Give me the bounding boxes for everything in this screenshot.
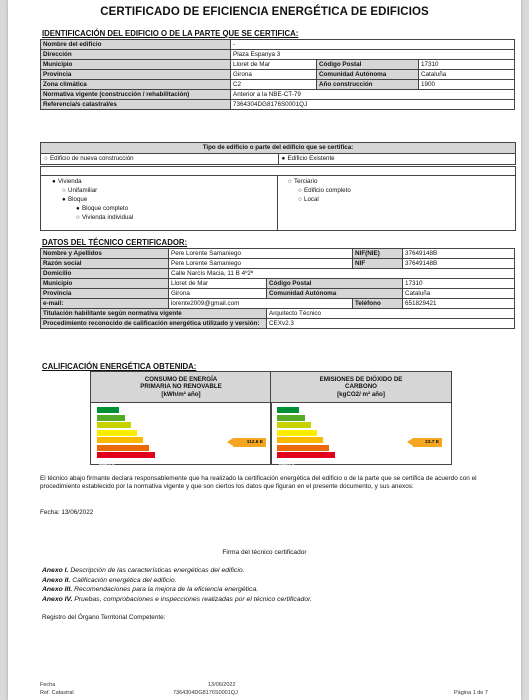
firma-label: Firma del técnico certificador <box>222 549 307 556</box>
option-terciario-label: Terciario <box>294 178 318 185</box>
tech-ca-label: Comunidad Autónoma <box>267 289 403 299</box>
tech-nif-value: 37649148B <box>403 249 515 259</box>
tech-provincia-label: Provincia <box>41 289 169 299</box>
bullet-filled-icon: ● <box>281 155 286 162</box>
annex-text: Recomendaciones para la mejora de la eficiencia energética. <box>72 586 259 593</box>
annex-item <box>42 566 312 576</box>
normativa-label: Normativa vigente (construcción / rehabilitación) <box>41 90 231 100</box>
direccion-value: Plaza Espanya 3 <box>231 50 515 60</box>
emissions-head-2: CARBONO <box>345 383 377 391</box>
tech-titulacion-label: Titulación habilitante según normativa vigente <box>41 309 267 319</box>
option-local-label: Local <box>304 196 319 203</box>
bullet-filled-icon: ● <box>76 205 80 212</box>
option-local <box>298 196 319 203</box>
tech-cp-value: 17310 <box>403 279 515 289</box>
rating-consumption-panel <box>90 371 272 465</box>
tech-email-value: lorente2009@gmail.com <box>169 299 353 309</box>
annex-label: Anexo IV. <box>42 595 73 603</box>
rating-emissions-panel <box>270 371 452 465</box>
annex-label: Anexo II. <box>42 576 71 584</box>
consumption-head-3: [kWh/m² año] <box>161 390 201 398</box>
registro-text: Registro del Órgano Territorial Competente: <box>42 614 166 621</box>
annex-text: Descripción de las características energéticas del edificio. <box>68 567 245 574</box>
nombre-value: - <box>231 40 515 50</box>
certificate-page <box>8 0 521 700</box>
option-existente <box>278 154 516 164</box>
tech-municipio-value: Lloret de Mar <box>169 279 267 289</box>
option-bloque-completo-label: Bloque completo <box>82 205 129 212</box>
option-nueva-label: Edificio de nueva construcción <box>50 155 134 162</box>
radio-empty-icon: ○ <box>76 214 80 221</box>
annex-item <box>42 576 312 586</box>
scale-bar-3 <box>97 430 137 436</box>
footer-fecha-value: 13/06/2022 <box>208 682 236 688</box>
bullet-filled-icon: ● <box>52 178 56 185</box>
option-existente-label: Edificio Existente <box>287 155 335 162</box>
zona-label: Zona climática <box>41 80 231 90</box>
page-title: CERTIFICADO DE EFICIENCIA ENERGÉTICA DE EDIFICIOS <box>100 6 429 18</box>
scale-bar-2 <box>277 422 311 428</box>
tech-provincia-value: Girona <box>169 289 267 299</box>
emissions-head-3: [kgCO2/ m² año] <box>337 390 385 398</box>
tech-nombre-value: Pere Lorente Samaniego <box>169 249 353 259</box>
option-bloque-label: Bloque <box>68 196 88 203</box>
consumption-value-arrow: 112.6 E <box>233 438 266 447</box>
tech-domicilio-value: Calle Narcís Macia, 11 B 4º2ª <box>169 269 515 279</box>
radio-empty-icon: ○ <box>298 187 302 194</box>
tech-municipio-label: Municipio <box>41 279 169 289</box>
tech-cp-label: Código Postal <box>267 279 403 289</box>
option-edificio-completo <box>298 187 351 194</box>
building-type-heading: Tipo de edificio o parte del edificio que se certifica: <box>41 143 515 154</box>
option-unifamiliar <box>62 187 97 194</box>
footer-page-number: Página 1 de 7 <box>454 690 488 696</box>
scale-bar-4 <box>97 437 143 443</box>
option-terciario <box>288 178 317 185</box>
direccion-label: Dirección <box>41 50 231 60</box>
tech-nif2-label: NIF <box>353 259 403 269</box>
rating-heading: CALIFICACIÓN ENERGÉTICA OBTENIDA: <box>42 362 197 371</box>
scale-bar-6 <box>277 452 335 466</box>
bullet-filled-icon: ● <box>62 196 66 203</box>
fecha-text: Fecha: 13/06/2022 <box>40 509 94 516</box>
normativa-value: Anterior a la NBE-CT-79 <box>231 90 515 100</box>
tech-razon-value: Pere Lorente Samaniego <box>169 259 353 269</box>
consumption-head-2: PRIMARIA NO RENOVABLE <box>140 383 222 391</box>
scale-bar-5 <box>277 445 329 451</box>
option-vivienda <box>52 178 82 185</box>
zona-value: C2 <box>231 80 317 90</box>
scale-bar-4 <box>277 437 323 443</box>
annex-text: Pruebas, comprobaciones e inspecciones realizadas por el técnico certificador. <box>72 595 313 603</box>
radio-empty-icon: ○ <box>44 155 48 162</box>
radio-empty-icon: ○ <box>298 196 302 203</box>
annex-label: Anexo III. <box>42 586 73 593</box>
emissions-scale <box>271 403 451 466</box>
option-edificio-completo-label: Edificio completo <box>304 187 351 194</box>
emissions-head-1: EMISIONES DE DIÓXIDO DE <box>319 376 403 384</box>
scale-bar-label: ≥383.9 G <box>99 462 115 466</box>
tech-tel-label: Teléfono <box>353 299 403 309</box>
tech-tel-value: 651829421 <box>403 299 515 309</box>
tech-nif2-value: 37649148B <box>403 259 515 269</box>
option-bloque <box>62 196 87 203</box>
tech-proc-label: Procedimiento reconocido de calificación energética utilizado y versión: <box>41 319 267 329</box>
option-unifamiliar-label: Unifamiliar <box>68 187 98 194</box>
option-vivienda-individual <box>76 214 133 221</box>
scale-bar-2 <box>97 422 131 428</box>
annex-text: Calificación energética del edificio. <box>70 576 177 584</box>
tech-razon-label: Razón social <box>41 259 169 269</box>
cp-value: 17310 <box>419 60 515 70</box>
technician-heading: DATOS DEL TÉCNICO CERTIFICADOR: <box>42 238 188 247</box>
referencia-value: 7364304DG8176S0001QJ <box>231 100 515 110</box>
scale-bar-0 <box>97 407 119 413</box>
tech-nombre-label: Nombre y Apellidos <box>41 249 169 259</box>
scale-bar-1 <box>277 415 305 421</box>
tech-email-label: e-mail: <box>41 299 169 309</box>
footer-ref-label: Ref. Catastral <box>40 690 74 696</box>
anio-label: Año construcción <box>317 80 419 90</box>
provincia-label: Provincia <box>41 70 231 80</box>
footer-fecha-label: Fecha <box>40 682 56 688</box>
ca-label: Comunidad Autónoma <box>317 70 419 80</box>
annex-item <box>42 585 312 595</box>
cp-label: Código Postal <box>317 60 419 70</box>
scale-bar-3 <box>277 430 317 436</box>
annex-list <box>42 566 312 604</box>
option-bloque-completo <box>76 205 128 212</box>
tech-domicilio-label: Domicilio <box>41 269 169 279</box>
annex-label: Anexo I. <box>42 567 69 574</box>
consumption-head-1: CONSUMO DE ENERGÍA <box>144 376 218 384</box>
nombre-label: Nombre del edificio <box>41 40 231 50</box>
scale-bar-label: ≥383.9 G <box>279 462 295 466</box>
option-nueva <box>41 154 278 164</box>
anio-value: 1900 <box>419 80 515 90</box>
declaration-text: El técnico abajo firmante declara responsablemente que ha realizado la certificación energética del edificio o de la parte que se certifica de acuerdo con el procedimiento establecido por la normativa vigente y que son ciertos los datos que figuran en el presente documento, y sus anexos: <box>40 475 477 490</box>
consumption-scale <box>91 403 271 466</box>
tech-ca-value: Cataluña <box>403 289 515 299</box>
tech-titulacion-value: Arquitecto Técnico <box>267 309 515 319</box>
tech-proc-value: CEXv2.3 <box>267 319 515 329</box>
technician-table <box>40 248 515 329</box>
ca-value: Cataluña <box>419 70 515 80</box>
building-type-box <box>40 142 516 165</box>
municipio-value: Lloret de Mar <box>231 60 317 70</box>
annex-item <box>42 595 312 605</box>
scale-bar-6 <box>97 452 155 466</box>
building-use-box <box>40 166 516 231</box>
referencia-label: Referencia/s catastral/es <box>41 100 231 110</box>
tech-nif-label: NIF(NIE) <box>353 249 403 259</box>
option-vivienda-individual-label: Vivienda individual <box>82 214 134 221</box>
provincia-value: Girona <box>231 70 317 80</box>
option-vivienda-label: Vivienda <box>58 178 82 185</box>
radio-empty-icon: ○ <box>62 187 66 194</box>
radio-empty-icon: ○ <box>288 178 292 185</box>
identification-heading: IDENTIFICACIÓN DEL EDIFICIO O DE LA PARTE QUE SE CERTIFICA: <box>42 29 299 38</box>
scale-bar-0 <box>277 407 299 413</box>
scale-bar-5 <box>97 445 149 451</box>
identification-table <box>40 39 515 110</box>
scale-bar-1 <box>97 415 125 421</box>
municipio-label: Municipio <box>41 60 231 70</box>
footer-ref-value: 7364304DG8176S0001QJ <box>173 690 238 696</box>
emissions-value-arrow: 23.7 E <box>413 438 442 447</box>
